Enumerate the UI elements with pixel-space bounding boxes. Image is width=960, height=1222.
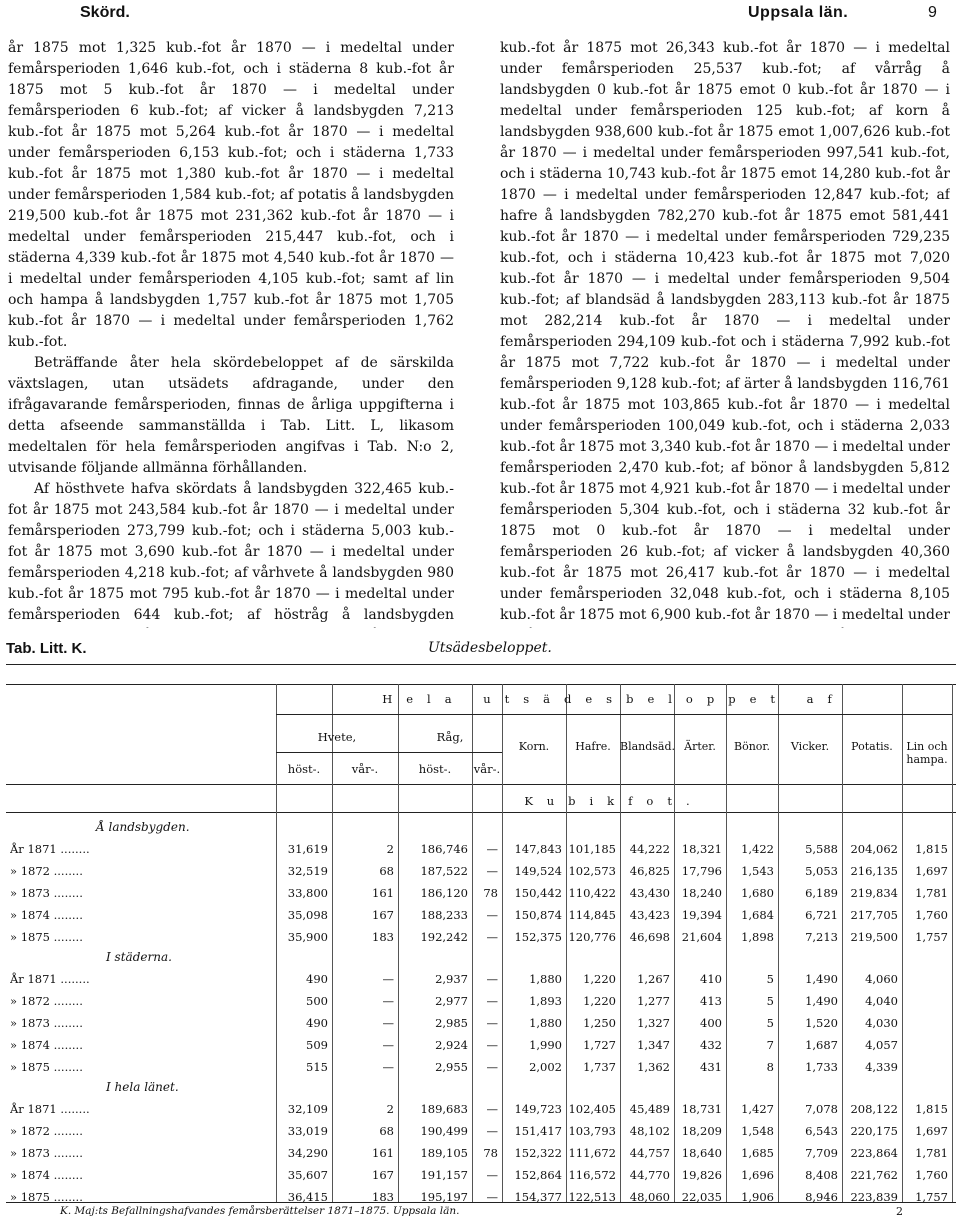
row-label: » 1875 ........	[10, 930, 83, 944]
table-cell: 509	[306, 1038, 328, 1052]
table-cell: 221,762	[850, 1168, 898, 1182]
table-cell: —	[486, 864, 498, 878]
row-label: » 1874 ........	[10, 1168, 83, 1182]
row-label: År 1871 ........	[10, 842, 90, 856]
table-cell: 1,520	[805, 1016, 838, 1030]
footer-source: K. Maj:ts Befallningshafvandes femårsberättelser 1871–1875. Uppsala län.	[60, 1205, 460, 1217]
table-cell: 400	[700, 1016, 722, 1030]
table-cell: 110,422	[568, 886, 616, 900]
table-cell: 7,213	[805, 930, 838, 944]
table-cell: 44,222	[629, 842, 670, 856]
table-cell: 33,019	[287, 1124, 328, 1138]
table-cell: —	[382, 1060, 394, 1074]
sub-var: vår-.	[473, 762, 501, 776]
table-cell: 220,175	[850, 1124, 898, 1138]
table-cell: 2,985	[435, 1016, 468, 1030]
table-cell: —	[382, 1038, 394, 1052]
table-cell: 111,672	[568, 1146, 616, 1160]
table-cell: 5	[766, 972, 774, 986]
table-cell: 33,800	[287, 886, 328, 900]
table-cell: 43,423	[629, 908, 670, 922]
table-cell: 2	[386, 1102, 394, 1116]
table-cell: 186,746	[420, 842, 468, 856]
table-subtitle: Utsädesbeloppet.	[428, 640, 552, 656]
table-cell: 1,250	[583, 1016, 616, 1030]
table-cell: 195,197	[420, 1190, 468, 1204]
column-header: Bönor.	[734, 740, 770, 753]
row-label: » 1873 ........	[10, 1016, 83, 1030]
table-cell: 6,721	[805, 908, 838, 922]
table-cell: 413	[700, 994, 722, 1008]
table-cell: 48,102	[629, 1124, 670, 1138]
table-cell: 2,924	[435, 1038, 468, 1052]
table-cell: 122,513	[568, 1190, 616, 1204]
table-cell: 149,723	[514, 1102, 562, 1116]
text-column-right	[500, 38, 950, 628]
table-cell: 46,825	[629, 864, 670, 878]
paragraph: Beträffande åter hela skördebeloppet af de särskilda växtslagen, utan utsädets afdragande, under den ifrågavarande femårsperioden, finnas de årliga uppgifterna i detta afseende sammanställda i Tab. Litt. L, likasom medeltalen för hela femårsperioden angifvas i Tab. N:o 2, utvisande följande allmänna förhållanden.	[8, 355, 454, 476]
rule	[6, 784, 956, 785]
table-cell: 183	[372, 1190, 394, 1204]
table-cell: 149,524	[514, 864, 562, 878]
table-cell: 22,035	[681, 1190, 722, 1204]
table-cell: 4,339	[865, 1060, 898, 1074]
table-cell: 208,122	[850, 1102, 898, 1116]
table-cell: 2,002	[529, 1060, 562, 1074]
text-column-left	[8, 38, 454, 628]
table-cell: —	[382, 994, 394, 1008]
table-cell: 2,937	[435, 972, 468, 986]
table-cell: —	[486, 1168, 498, 1182]
table-cell: 6,543	[805, 1124, 838, 1138]
paragraph: kub.-fot år 1875 mot 26,343 kub.-fot år 1870 — i medeltal under femårsperioden 25,537 kub.-fot; af vårråg å landsbygden 0 kub.-fot år 1875 emot 0 kub.-fot år 1870 — i medeltal under femårsperioden 125 kub.-fot; af korn å landsbygden 938,600 kub.-fot år 1875 emot 1,007,626 kub.-fot år 1870 — i medeltal under femårsperioden 997,541 kub.-fot, och i städerna 10,743 kub.-fot år 1875 emot 14,280 kub.-fot år 1870 — i medeltal under femårsperioden 12,847 kub.-fot; af hafre å landsbygden 782,270 kub.-fot år 1875 emot 581,441 kub.-fot år 1870 — i medeltal under femårsperioden 729,235 kub.-fot, och i städerna 10,423 kub.-fot år 1875 mot 7,020 kub.-fot år 1870 — i medeltal under femårsperioden 9,504 kub.-fot; af blandsäd å landsbygden 283,113 kub.-fot år 1875 mot 282,214 kub.-fot år 1870 — i medeltal under femårsperioden 294,109 kub.-fot och i städerna 7,992 kub.-fot år 1875 mot 7,722 kub.-fot år 1870 — i medeltal under femårsperioden 9,128 kub.-fot; af ärter å landsbygden 116,761 kub.-fot år 1875 mot 103,865 kub.-fot år 1870 — i medeltal under femårsperioden 100,049 kub.-fot, och i städerna 2,033 kub.-fot år 1875 mot 3,340 kub.-fot år 1870 — i medeltal under femårsperioden 2,470 kub.-fot; af bönor å landsbygden 5,812 kub.-fot år 1875 mot 4,921 kub.-fot år 1870 — i medeltal under femårsperioden 5,304 kub.-fot, och i städerna 32 kub.-fot år 1875 mot 0 kub.-fot år 1870 — i medeltal under femårsperioden 26 kub.-fot; af vicker å landsbygden 40,360 kub.-fot år 1875 mot 26,417 kub.-fot år 1870 — i medeltal under femårsperioden 32,048 kub.-fot, och i städerna 8,105 kub.-fot år 1875 mot 6,900 kub.-fot år 1870 — i medeltal under	[500, 40, 950, 623]
table-cell: 18,640	[681, 1146, 722, 1160]
table-cell: 1,220	[583, 972, 616, 986]
column-divider	[620, 684, 621, 1202]
row-label: » 1875 ........	[10, 1190, 83, 1204]
rule	[6, 664, 956, 665]
table-cell: 1,815	[915, 1102, 948, 1116]
column-divider	[778, 684, 779, 1202]
rule	[276, 714, 952, 715]
table-cell: 1,893	[529, 994, 562, 1008]
header-hvete: Hvete,	[317, 730, 357, 744]
table-cell: 1,906	[741, 1190, 774, 1204]
table-cell: 192,242	[420, 930, 468, 944]
table-cell: 68	[379, 864, 394, 878]
table-title: Tab. Litt. K.	[6, 640, 87, 657]
column-header: Blandsäd.	[620, 740, 676, 753]
table-cell: 191,157	[420, 1168, 468, 1182]
row-label: » 1874 ........	[10, 908, 83, 922]
table-cell: 31,619	[287, 842, 328, 856]
table-cell: 1,277	[637, 994, 670, 1008]
table-cell: 410	[700, 972, 722, 986]
table-cell: 187,522	[420, 864, 468, 878]
table-cell: 2	[386, 842, 394, 856]
table-cell: 1,267	[637, 972, 670, 986]
group-header: Hela utsädesbeloppet af	[382, 692, 846, 706]
table-cell: 18,209	[681, 1124, 722, 1138]
table-cell: 1,990	[529, 1038, 562, 1052]
table-cell: —	[486, 1124, 498, 1138]
table-cell: 18,321	[681, 842, 722, 856]
row-label: » 1873 ........	[10, 886, 83, 900]
table-cell: 1,757	[915, 1190, 948, 1204]
section-title: I städerna.	[106, 950, 172, 964]
column-header: Hafre.	[575, 740, 611, 753]
rule	[276, 752, 502, 753]
table-cell: 161	[372, 886, 394, 900]
table-cell: 161	[372, 1146, 394, 1160]
table-cell: —	[486, 842, 498, 856]
seed-table	[6, 664, 956, 1204]
table-cell: 490	[306, 1016, 328, 1030]
table-cell: 7,078	[805, 1102, 838, 1116]
table-cell: 1,684	[741, 908, 774, 922]
table-cell: 17,796	[681, 864, 722, 878]
table-cell: 68	[379, 1124, 394, 1138]
table-cell: 152,375	[514, 930, 562, 944]
page-number: 9	[928, 4, 937, 21]
table-cell: 216,135	[850, 864, 898, 878]
table-cell: 1,737	[583, 1060, 616, 1074]
table-cell: 32,519	[287, 864, 328, 878]
table-cell: 1,697	[915, 1124, 948, 1138]
table-cell: 150,874	[514, 908, 562, 922]
table-cell: 204,062	[850, 842, 898, 856]
table-cell: 1,687	[805, 1038, 838, 1052]
table-cell: —	[486, 972, 498, 986]
row-label: » 1872 ........	[10, 994, 83, 1008]
table-cell: 223,864	[850, 1146, 898, 1160]
unit-header: Kubikfot.	[524, 794, 704, 808]
table-cell: 1,220	[583, 994, 616, 1008]
table-cell: 19,826	[681, 1168, 722, 1182]
table-cell: 219,834	[850, 886, 898, 900]
table-cell: 1,696	[741, 1168, 774, 1182]
sub-host: höst-.	[287, 762, 321, 776]
table-cell: 217,705	[850, 908, 898, 922]
table-cell: 8,408	[805, 1168, 838, 1182]
column-divider	[726, 684, 727, 1202]
table-cell: 1,685	[741, 1146, 774, 1160]
table-cell: —	[486, 908, 498, 922]
table-cell: 167	[372, 1168, 394, 1182]
table-cell: 190,499	[420, 1124, 468, 1138]
table-cell: 1,815	[915, 842, 948, 856]
table-cell: 5	[766, 994, 774, 1008]
table-cell: 490	[306, 972, 328, 986]
row-label: » 1875 ........	[10, 1060, 83, 1074]
table-cell: 1,422	[741, 842, 774, 856]
table-cell: 46,698	[629, 930, 670, 944]
column-header: Lin och hampa.	[906, 740, 948, 766]
row-label: » 1872 ........	[10, 864, 83, 878]
table-cell: 431	[700, 1060, 722, 1074]
table-cell: 45,489	[629, 1102, 670, 1116]
table-cell: 4,060	[865, 972, 898, 986]
column-divider	[502, 684, 503, 1202]
table-cell: 7,709	[805, 1146, 838, 1160]
table-cell: 147,843	[514, 842, 562, 856]
table-cell: 6,189	[805, 886, 838, 900]
table-cell: 101,185	[568, 842, 616, 856]
column-divider	[842, 684, 843, 1202]
table-cell: —	[486, 1038, 498, 1052]
table-cell: 1,362	[637, 1060, 670, 1074]
table-cell: 34,290	[287, 1146, 328, 1160]
row-label: » 1874 ........	[10, 1038, 83, 1052]
table-cell: —	[382, 972, 394, 986]
sub-host: höst-.	[418, 762, 452, 776]
table-cell: 4,040	[865, 994, 898, 1008]
table-cell: 1,781	[915, 886, 948, 900]
table-cell: 167	[372, 908, 394, 922]
table-cell: 8,946	[805, 1190, 838, 1204]
table-cell: 35,900	[287, 930, 328, 944]
footer-number: 2	[896, 1205, 903, 1218]
table-cell: 114,845	[568, 908, 616, 922]
table-cell: —	[486, 1060, 498, 1074]
header-left: Skörd.	[80, 4, 130, 21]
column-header: Vicker.	[790, 740, 830, 753]
table-cell: 1,697	[915, 864, 948, 878]
table-cell: 1,427	[741, 1102, 774, 1116]
table-cell: 1,760	[915, 1168, 948, 1182]
table-cell: 102,573	[568, 864, 616, 878]
section-title: I hela länet.	[106, 1080, 179, 1094]
column-divider	[566, 684, 567, 1202]
table-cell: 78	[483, 1146, 498, 1160]
table-cell: 78	[483, 886, 498, 900]
table-cell: 1,543	[741, 864, 774, 878]
table-cell: 1,880	[529, 972, 562, 986]
table-cell: 1,880	[529, 1016, 562, 1030]
table-cell: 1,727	[583, 1038, 616, 1052]
table-cell: 44,770	[629, 1168, 670, 1182]
table-cell: 2,955	[435, 1060, 468, 1074]
rule	[6, 684, 956, 685]
table-cell: 219,500	[850, 930, 898, 944]
table-cell: —	[486, 1102, 498, 1116]
column-header: Korn.	[518, 740, 550, 753]
table-cell: —	[486, 930, 498, 944]
table-cell: 43,430	[629, 886, 670, 900]
table-cell: 4,057	[865, 1038, 898, 1052]
running-header	[0, 4, 960, 28]
table-cell: —	[382, 1016, 394, 1030]
table-cell: 1,781	[915, 1146, 948, 1160]
row-label: År 1871 ........	[10, 1102, 90, 1116]
table-cell: 44,757	[629, 1146, 670, 1160]
table-cell: 18,240	[681, 886, 722, 900]
table-cell: 1,548	[741, 1124, 774, 1138]
table-cell: 19,394	[681, 908, 722, 922]
row-label: År 1871 ........	[10, 972, 90, 986]
header-center: Uppsala län.	[748, 4, 849, 21]
table-cell: 186,120	[420, 886, 468, 900]
table-cell: 36,415	[287, 1190, 328, 1204]
table-cell: 2,977	[435, 994, 468, 1008]
table-cell: 189,683	[420, 1102, 468, 1116]
table-cell: —	[486, 1190, 498, 1204]
table-cell: 102,405	[568, 1102, 616, 1116]
table-cell: 1,347	[637, 1038, 670, 1052]
column-header: Potatis.	[851, 740, 893, 753]
header-rag: Råg,	[436, 730, 464, 744]
table-cell: 32,109	[287, 1102, 328, 1116]
table-cell: 515	[306, 1060, 328, 1074]
table-cell: 150,442	[514, 886, 562, 900]
table-cell: 223,839	[850, 1190, 898, 1204]
table-cell: 48,060	[629, 1190, 670, 1204]
sub-var: vår-.	[351, 762, 379, 776]
table-cell: 154,377	[514, 1190, 562, 1204]
table-cell: 5,053	[805, 864, 838, 878]
column-divider	[674, 684, 675, 1202]
paragraph: år 1875 mot 1,325 kub.-fot år 1870 — i medeltal under femårsperioden 1,646 kub.-fot, och i städerna 8 kub.-fot år 1875 mot 5 kub.-fot år 1870 — i medeltal under femårsperioden 6 kub.-fot; af vicker å landsbygden 7,213 kub.-fot år 1875 mot 5,264 kub.-fot år 1870 — i medeltal under femårsperioden 6,153 kub.-fot; och i städerna 1,733 kub.-fot år 1875 mot 1,380 kub.-fot år 1870 — i medeltal under femårsperioden 1,584 kub.-fot; af potatis å landsbygden 219,500 kub.-fot år 1875 mot 231,362 kub.-fot år 1870 — i medeltal under femårsperioden 215,447 kub.-fot, och i städerna 4,339 kub.-fot år 1875 mot 4,540 kub.-fot år 1870 — i medeltal under femårsperioden 4,105 kub.-fot; samt af lin och hampa å landsbygden 1,757 kub.-fot år 1875 mot 1,705 kub.-fot år 1870 — i medeltal under femårsperioden 1,762 kub.-fot.	[8, 40, 454, 350]
paragraph: Af hösthvete hafva skördats å landsbygden 322,465 kub.-fot år 1875 mot 243,584 kub.-fot år 1870 — i medeltal under femårsperioden 273,799 kub.-fot; och i städerna 5,003 kub.-fot år 1875 mot 3,690 kub.-fot år 1870 — i medeltal under femårsperioden 4,218 kub.-fot; af vårhvete å landsbygden 980 kub.-fot år 1875 mot 795 kub.-fot år 1870 — i medeltal under femårsperioden 644 kub.-fot; af höstråg å landsbygden	[8, 481, 454, 623]
table-cell: 18,731	[681, 1102, 722, 1116]
table-cell: 8	[766, 1060, 774, 1074]
table-cell: 1,733	[805, 1060, 838, 1074]
table-cell: 1,490	[805, 994, 838, 1008]
section-title: Å landsbygden.	[96, 820, 190, 834]
column-divider	[952, 684, 953, 1202]
table-cell: 152,322	[514, 1146, 562, 1160]
table-cell: 35,098	[287, 908, 328, 922]
rule	[6, 812, 956, 813]
table-cell: 120,776	[568, 930, 616, 944]
table-cell: 432	[700, 1038, 722, 1052]
table-cell: 152,864	[514, 1168, 562, 1182]
table-cell: —	[486, 994, 498, 1008]
table-cell: 183	[372, 930, 394, 944]
table-cell: 7	[766, 1038, 774, 1052]
row-label: » 1872 ........	[10, 1124, 83, 1138]
row-label: » 1873 ........	[10, 1146, 83, 1160]
table-cell: —	[486, 1016, 498, 1030]
table-cell: 1,757	[915, 930, 948, 944]
table-cell: 5,588	[805, 842, 838, 856]
table-cell: 1,680	[741, 886, 774, 900]
table-cell: 4,030	[865, 1016, 898, 1030]
table-cell: 188,233	[420, 908, 468, 922]
column-header: Ärter.	[684, 740, 716, 753]
table-cell: 1,327	[637, 1016, 670, 1030]
table-cell: 1,898	[741, 930, 774, 944]
table-cell: 103,793	[568, 1124, 616, 1138]
table-cell: 116,572	[568, 1168, 616, 1182]
table-cell: 21,604	[681, 930, 722, 944]
table-cell: 5	[766, 1016, 774, 1030]
table-cell: 189,105	[420, 1146, 468, 1160]
table-cell: 1,490	[805, 972, 838, 986]
table-cell: 151,417	[514, 1124, 562, 1138]
table-cell: 35,607	[287, 1168, 328, 1182]
table-cell: 500	[306, 994, 328, 1008]
table-cell: 1,760	[915, 908, 948, 922]
